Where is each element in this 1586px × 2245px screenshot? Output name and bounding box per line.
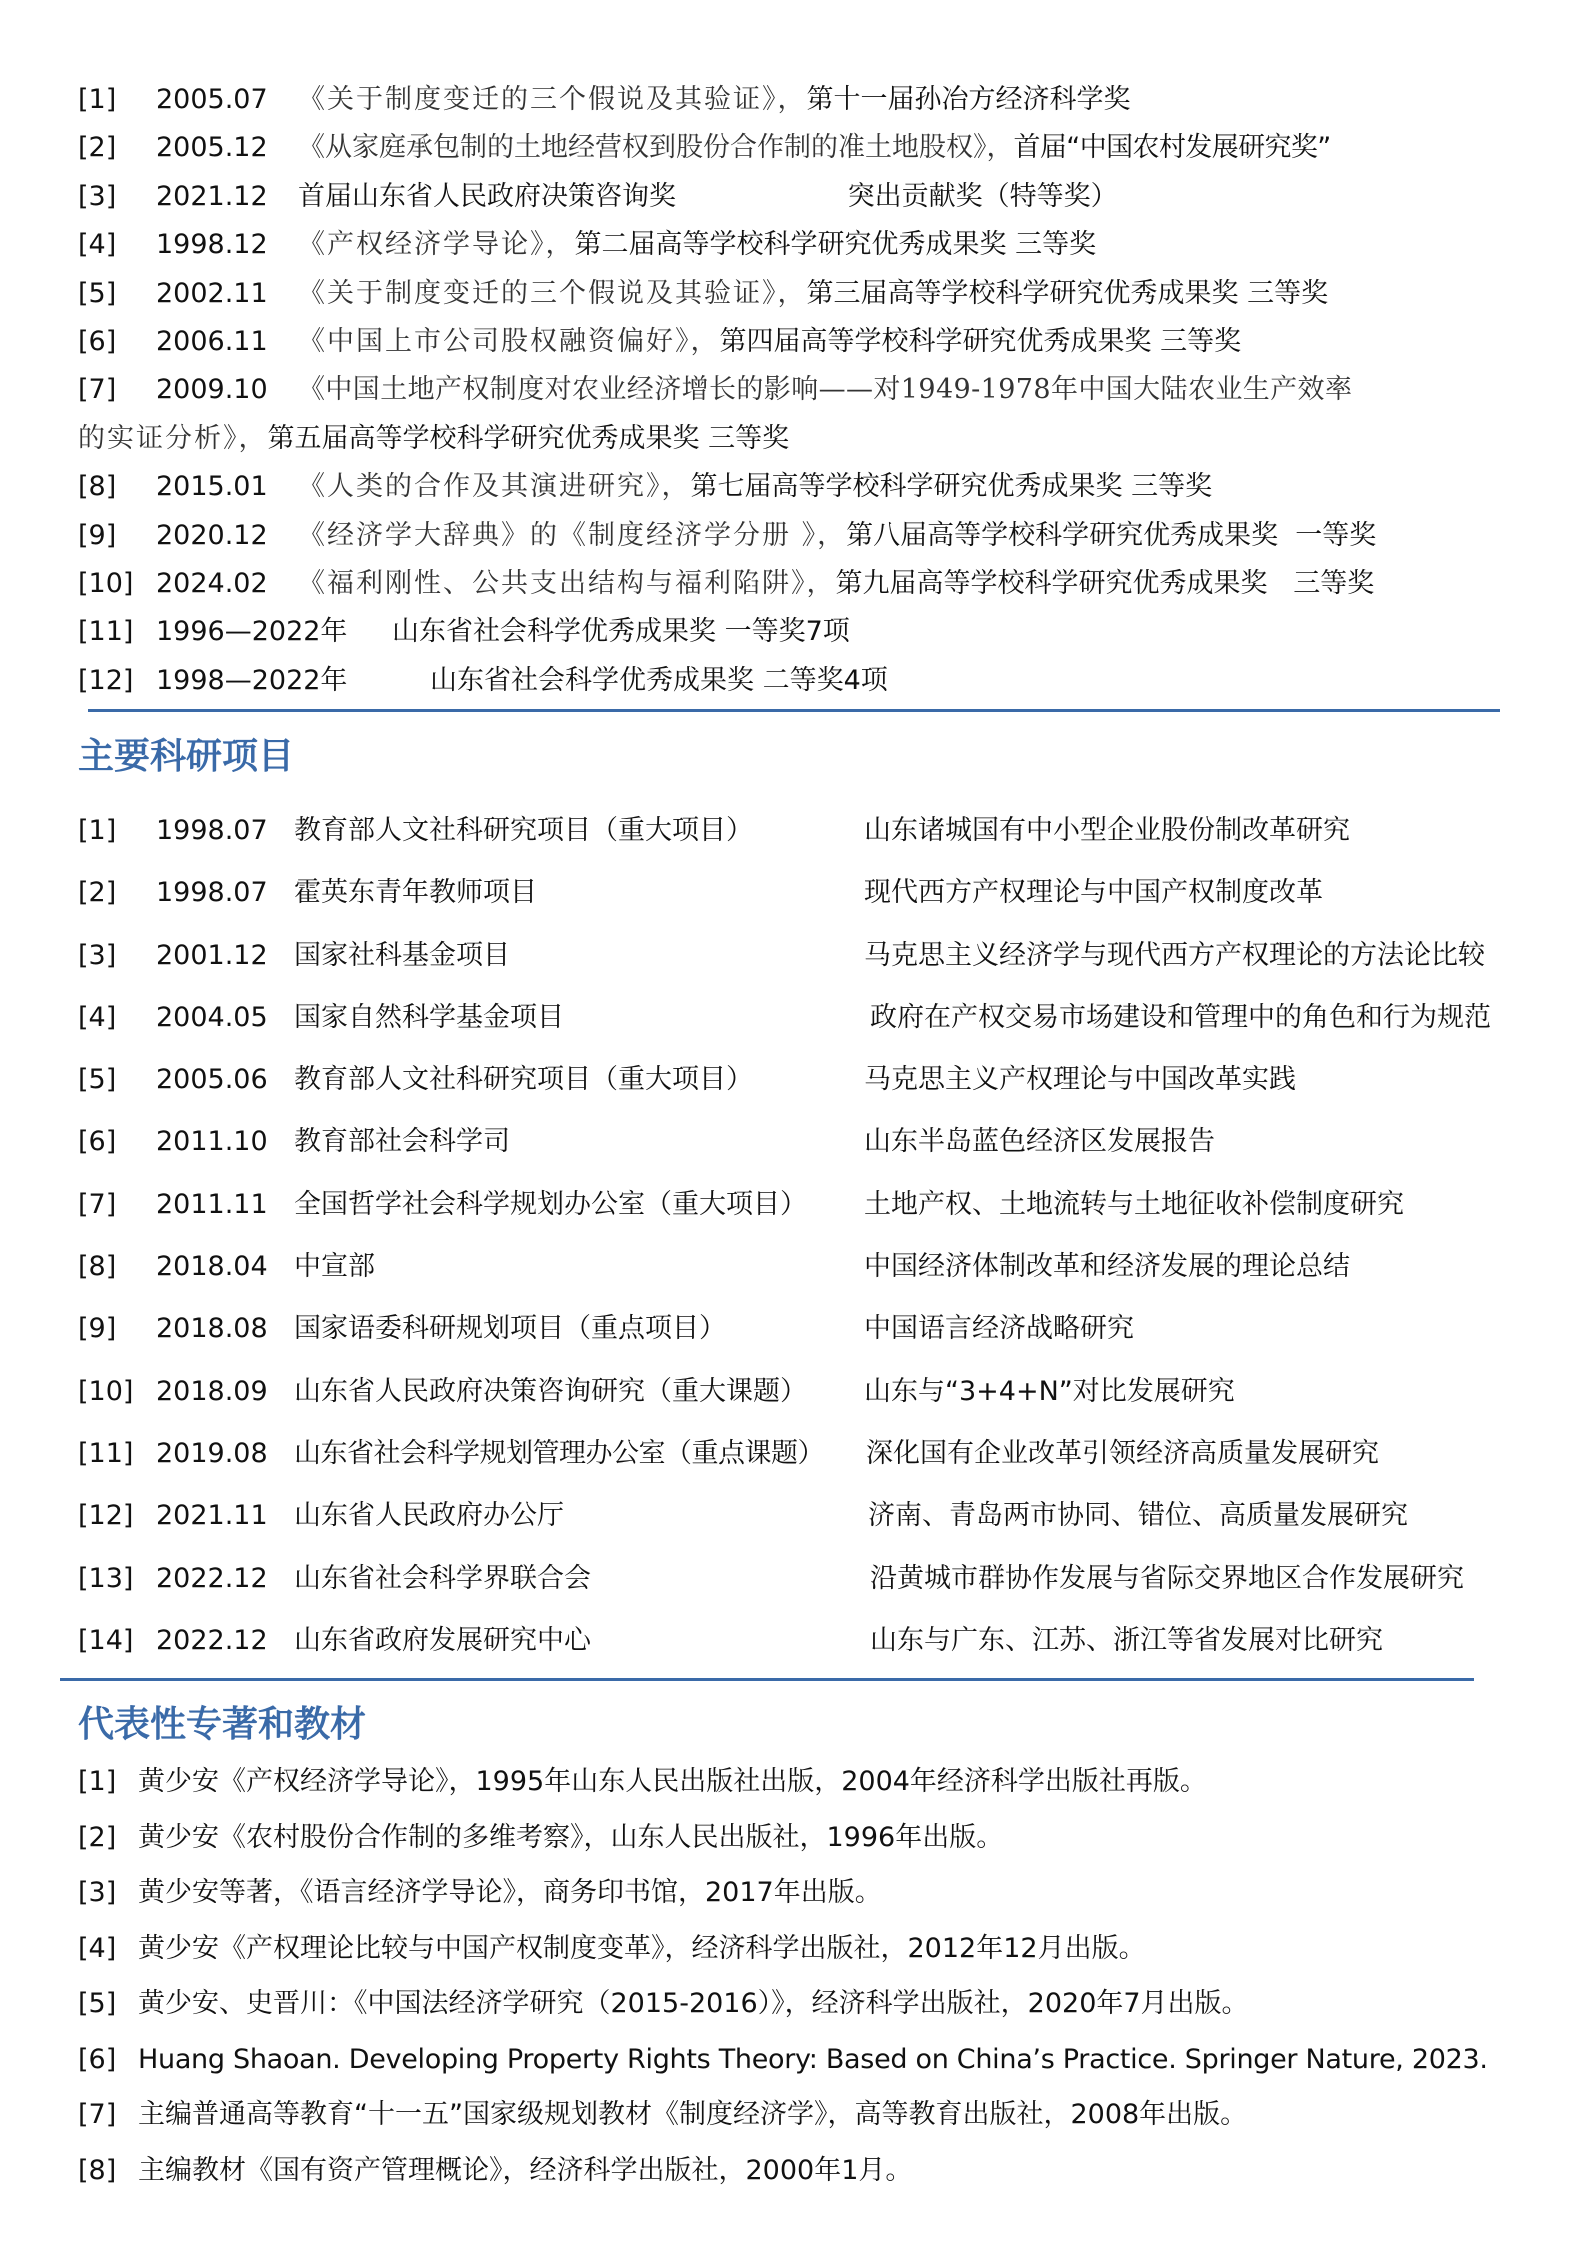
project-topic: 马克思主义经济学与现代西方产权理论的方法论比较 (864, 939, 1485, 971)
project-topic: 济南、青岛两市协同、错位、高质量发展研究 (868, 1500, 1408, 1532)
project-source: 霍英东青年教师项目 (294, 877, 537, 909)
item-number: [12] (78, 664, 134, 696)
item-number: [10] (78, 567, 134, 599)
item-date: 2021.12 (156, 180, 268, 212)
project-source: 教育部人文社科研究项目（重大项目） (294, 1064, 753, 1096)
item-date: 2005.06 (156, 1064, 268, 1096)
book-item (78, 1810, 1538, 1866)
work-title: 《福利刚性、公共支出结构与福利陷阱》， (298, 567, 836, 599)
book-citation: 黄少安《产权经济学导论》，1995年山东人民出版社出版，2004年经济科学出版社再版。 (138, 1766, 1207, 1797)
awards-list (78, 76, 1538, 705)
item-date: 2005.12 (156, 132, 268, 164)
award-item (78, 608, 1538, 656)
project-topic: 土地产权、土地流转与土地征收补偿制度研究 (864, 1188, 1404, 1220)
project-item (78, 1485, 1538, 1547)
project-source: 国家语委科研规划项目（重点项目） (294, 1313, 726, 1345)
project-source: 山东省社会科学界联合会 (294, 1562, 591, 1594)
book-item (78, 1976, 1538, 2032)
award-item (78, 657, 1538, 705)
project-source: 山东省政府发展研究中心 (294, 1624, 591, 1656)
projects-list (78, 800, 1538, 1672)
item-number: [5] (78, 1064, 117, 1096)
item-number: [5] (78, 277, 117, 309)
award-name: 第八届高等学校科学研究优秀成果奖 一等奖 (846, 519, 1377, 551)
item-number: [7] (78, 374, 117, 406)
project-source: 山东省人民政府决策咨询研究（重大课题） (294, 1375, 807, 1407)
award-name: 第九届高等学校科学研究优秀成果奖 三等奖 (835, 567, 1375, 599)
item-number: [13] (78, 1562, 134, 1594)
award-name: 第三届高等学校科学研究优秀成果奖 三等奖 (806, 277, 1329, 309)
project-source: 山东省社会科学规划管理办公室（重点课题） (294, 1437, 824, 1469)
award-text (298, 366, 1586, 414)
item-number: [12] (78, 1500, 134, 1532)
item-number: [2] (78, 877, 117, 909)
project-item (78, 1610, 1538, 1672)
project-source: 国家自然科学基金项目 (294, 1001, 564, 1033)
project-topic: 政府在产权交易市场建设和管理中的角色和行为规范 (870, 1001, 1491, 1033)
item-number: [2] (78, 1821, 117, 1853)
item-number: [3] (78, 180, 117, 212)
award-item (78, 124, 1538, 172)
item-number: [4] (78, 229, 117, 261)
item-date: 1998.12 (156, 229, 268, 261)
book-item (78, 2143, 1538, 2199)
item-date: 2022.12 (156, 1562, 268, 1594)
project-item (78, 1174, 1538, 1236)
item-date: 2022.12 (156, 1624, 268, 1656)
award-name: 第七届高等学校科学研究优秀成果奖 三等奖 (690, 471, 1213, 503)
project-source: 全国哲学社会科学规划办公室（重大项目） (294, 1188, 807, 1220)
item-date: 2020.12 (156, 519, 268, 551)
item-number: [7] (78, 1188, 117, 1220)
book-item (78, 1865, 1538, 1921)
project-item (78, 1049, 1538, 1111)
award-name: 首届山东省人民政府决策咨询奖 突出贡献奖（特等奖） (298, 180, 1118, 212)
item-number: [9] (78, 519, 117, 551)
project-topic: 中国经济体制改革和经济发展的理论总结 (864, 1251, 1350, 1283)
item-number: [1] (78, 1766, 117, 1797)
project-topic: 现代西方产权理论与中国产权制度改革 (864, 877, 1323, 909)
section-divider (60, 1678, 1474, 1681)
item-date: 1998—2022年 (156, 664, 348, 696)
project-item (78, 862, 1538, 924)
book-citation: 黄少安《农村股份合作制的多维考察》，山东人民出版社，1996年出版。 (138, 1821, 1004, 1853)
section-divider (88, 709, 1500, 712)
item-number: [4] (78, 1001, 117, 1033)
item-date: 2009.10 (156, 374, 268, 406)
award-text (298, 318, 1241, 366)
project-source: 国家社科基金项目 (294, 939, 510, 971)
books-section-title: 代表性专著和教材 (78, 1704, 367, 1745)
item-date: 2004.05 (156, 1001, 268, 1033)
item-number: [7] (78, 2099, 117, 2130)
item-date: 2019.08 (156, 1437, 268, 1469)
item-number: [8] (78, 2154, 117, 2186)
item-number: [8] (78, 1251, 117, 1283)
award-text (430, 657, 888, 705)
item-date: 2018.09 (156, 1375, 268, 1407)
project-source: 中宣部 (294, 1251, 375, 1283)
item-number: [3] (78, 1877, 117, 1908)
project-item (78, 1111, 1538, 1173)
award-text (298, 463, 1212, 511)
book-item (78, 1754, 1538, 1810)
project-source: 山东省人民政府办公厅 (294, 1500, 564, 1532)
item-number: [2] (78, 132, 117, 164)
item-number: [1] (78, 84, 117, 115)
item-date: 1996—2022年 (156, 616, 348, 648)
project-item (78, 987, 1538, 1049)
award-item (78, 221, 1538, 269)
work-title: 《经济学大辞典》的《制度经济学分册 》， (298, 519, 847, 551)
item-date: 2005.07 (156, 84, 268, 115)
award-name: 第四届高等学校科学研究优秀成果奖 三等奖 (719, 325, 1242, 357)
project-topic: 深化国有企业改革引领经济高质量发展研究 (866, 1437, 1379, 1469)
project-topic: 山东与广东、江苏、浙江等省发展对比研究 (870, 1624, 1383, 1656)
item-number: [1] (78, 815, 117, 846)
project-topic: 中国语言经济战略研究 (864, 1313, 1134, 1345)
item-date: 2002.11 (156, 277, 268, 309)
award-text (298, 560, 1374, 608)
project-topic: 山东与“3+4+N”对比发展研究 (864, 1375, 1235, 1407)
item-date: 2015.01 (156, 471, 268, 503)
project-topic: 山东半岛蓝色经济区发展报告 (864, 1126, 1215, 1158)
books-list (78, 1754, 1538, 2198)
project-item (78, 925, 1538, 987)
item-date: 2006.11 (156, 325, 268, 357)
award-item (78, 463, 1538, 511)
award-item (78, 173, 1538, 221)
award-text (298, 76, 1131, 124)
item-date: 2024.02 (156, 567, 268, 599)
award-text (298, 221, 1096, 269)
item-date: 2011.10 (156, 1126, 268, 1158)
project-item (78, 1423, 1538, 1485)
work-title: 《关于制度变迁的三个假说及其验证》， (298, 277, 807, 309)
item-number: [14] (78, 1624, 134, 1656)
project-source: 教育部社会科学司 (294, 1126, 510, 1158)
award-name: 首届“中国农村发展研究奖” (1013, 132, 1331, 164)
work-title: 《关于制度变迁的三个假说及其验证》， (298, 84, 807, 115)
project-item (78, 1548, 1538, 1610)
award-text (298, 512, 1376, 560)
award-name: 第五届高等学校科学研究优秀成果奖 三等奖 (267, 422, 790, 454)
book-item (78, 2087, 1538, 2143)
item-number: [10] (78, 1375, 134, 1407)
item-number: [9] (78, 1313, 117, 1345)
item-number: [8] (78, 471, 117, 503)
item-number: [5] (78, 1988, 117, 2019)
item-date: 2001.12 (156, 939, 268, 971)
project-item (78, 1361, 1538, 1423)
award-item (78, 512, 1538, 560)
book-citation: Huang Shaoan. Developing Property Rights Theory: Based on China’s Practice. Springer Nature, 2023. (138, 2043, 1488, 2075)
award-name: 山东省社会科学优秀成果奖 一等奖7项 (392, 616, 850, 648)
project-item (78, 1236, 1538, 1298)
award-item (78, 270, 1538, 318)
book-citation: 主编教材《国有资产管理概论》，经济科学出版社，2000年1月。 (138, 2154, 913, 2186)
award-name: 第二届高等学校科学研究优秀成果奖 三等奖 (574, 229, 1097, 261)
work-title: 《产权经济学导论》， (298, 229, 575, 261)
award-name: 第十一届孙冶方经济科学奖 (806, 84, 1131, 115)
project-topic: 沿黄城市群协作发展与省际交界地区合作发展研究 (870, 1562, 1464, 1594)
project-item (78, 800, 1538, 862)
work-title-continued: 的实证分析》， (78, 422, 268, 454)
item-date: 1998.07 (156, 877, 268, 909)
award-item (78, 318, 1538, 366)
work-title: 《中国上市公司股权融资偏好》， (298, 325, 720, 357)
book-citation: 主编普通高等教育“十一五”国家级规划教材《制度经济学》，高等教育出版社，2008年出版。 (138, 2099, 1248, 2130)
award-text (298, 270, 1328, 318)
book-item (78, 1921, 1538, 1977)
item-date: 2021.11 (156, 1500, 268, 1532)
item-number: [6] (78, 2043, 117, 2075)
book-citation: 黄少安等著，《语言经济学导论》，商务印书馆，2017年出版。 (138, 1877, 882, 1908)
item-number: [11] (78, 616, 134, 648)
projects-section-title: 主要科研项目 (78, 736, 295, 777)
award-text-continued (78, 415, 789, 463)
item-date: 2018.08 (156, 1313, 268, 1345)
project-source: 教育部人文社科研究项目（重大项目） (294, 815, 753, 846)
project-topic: 山东诸城国有中小型企业股份制改革研究 (864, 815, 1350, 846)
award-text (392, 608, 850, 656)
book-citation: 黄少安、史晋川：《中国法经济学研究（2015-2016）》，经济科学出版社，2020年7月出版。 (138, 1988, 1249, 2019)
item-number: [3] (78, 939, 117, 971)
item-date: 2018.04 (156, 1251, 268, 1283)
book-citation: 黄少安《产权理论比较与中国产权制度变革》，经济科学出版社，2012年12月出版。 (138, 1932, 1146, 1964)
award-text (298, 124, 1331, 172)
work-title: 《从家庭承包制的土地经营权到股份合作制的准土地股权》， (298, 132, 1014, 164)
item-date: 1998.07 (156, 815, 268, 846)
item-number: [6] (78, 1126, 117, 1158)
work-title: 《中国土地产权制度对农业经济增长的影响——对1949-1978年中国大陆农业生产效率 (298, 374, 1353, 406)
project-item (78, 1298, 1538, 1360)
item-number: [6] (78, 325, 117, 357)
award-item (78, 76, 1538, 124)
award-item (78, 366, 1538, 463)
book-item (78, 2032, 1538, 2088)
item-number: [11] (78, 1437, 134, 1469)
item-date: 2011.11 (156, 1188, 268, 1220)
award-text (298, 173, 1118, 221)
award-name: 山东省社会科学优秀成果奖 二等奖4项 (430, 664, 888, 696)
work-title: 《人类的合作及其演进研究》， (298, 471, 691, 503)
award-item (78, 560, 1538, 608)
item-number: [4] (78, 1932, 117, 1964)
project-topic: 马克思主义产权理论与中国改革实践 (864, 1064, 1296, 1096)
